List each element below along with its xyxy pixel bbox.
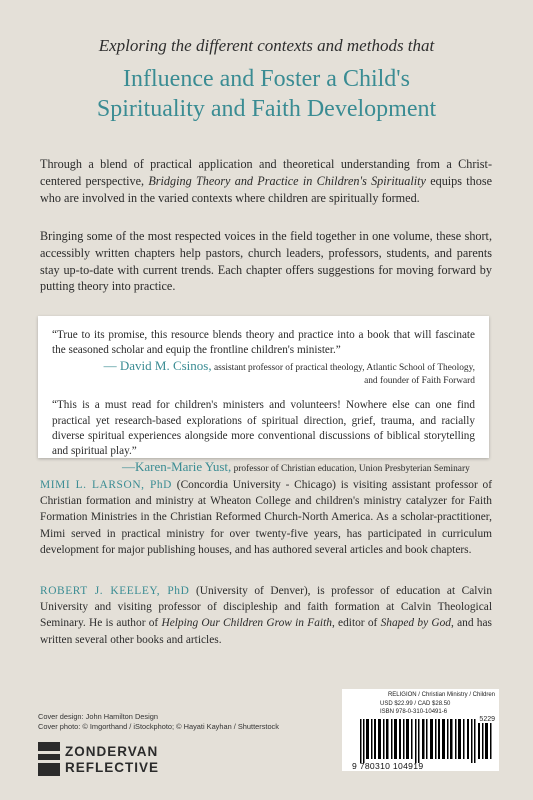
author-bio-text: , and has written several other books and articles. xyxy=(40,617,492,646)
description-paragraph-2: Bringing some of the most respected voices in the field together in one volume, these short, accessibly written chapters help pastors, church leaders, professors, students, and parents stay up-to-date with current trends. Each chapter offers suggestions for moving forward by putting theory into practice. xyxy=(40,229,492,294)
description-text: Through a blend of practical application and theoretical understanding from a Christ-centered perspective, xyxy=(40,157,492,188)
book-title: Helping Our Children Grow in Faith xyxy=(161,617,332,630)
endorser-name: — David M. Csinos, xyxy=(103,358,212,374)
bisac-category: RELIGION / Christian Ministry / Children xyxy=(387,692,495,698)
author-bio-text: (Concordia University - Chicago) is visiting assistant professor of Christian formation and ministry at Wheaton College and children's ministry catalyzer for Faith Formation Ministries in the Christian Reformed Church-North America. As a scholar-practitioner, Mimi served in practical ministry for over twenty-five years, has participated in curriculum development for major publishing houses, and has authored several articles and book chapters. xyxy=(40,479,492,556)
endorsement-quote: “True to its promise, this resource blends theory and practice into a book that will fascinate the seasoned scholar and equip the frontline children's minister.” xyxy=(52,329,475,357)
author-degree: , PhD xyxy=(156,585,190,597)
headline xyxy=(0,64,533,124)
book-title: Shaped by God xyxy=(380,617,451,630)
endorser-name: —Karen-Marie Yust, xyxy=(122,459,232,475)
book-title: Bridging Theory and Practice in Children's Spirituality xyxy=(148,173,426,188)
tagline: Exploring the different contexts and methods that xyxy=(98,36,435,55)
publisher-imprint: REFLECTIVE xyxy=(65,759,160,775)
author-bio-keeley xyxy=(40,583,492,648)
author-degree: , PhD xyxy=(141,479,173,491)
price-addon-code: 5229 xyxy=(479,716,495,723)
endorser-role: and founder of Faith Forward xyxy=(364,376,475,387)
cover-photo-credit: Cover photo: © Imgorthand / iStockphoto; © Hayati Kayhan / Shutterstock xyxy=(38,721,279,731)
isbn-digits: 9 780310 104919 xyxy=(352,761,424,771)
isbn: ISBN 978-0-310-10491-6 xyxy=(380,709,448,715)
author-bio-text: , editor of xyxy=(331,617,381,630)
description-paragraph-1 xyxy=(40,156,492,206)
headline-line-1: Influence and Foster a Child's xyxy=(123,66,410,92)
cover-credits xyxy=(38,712,279,731)
author-name: ROBERT J. KEELEY xyxy=(40,585,157,597)
author-bio-larson xyxy=(40,477,492,558)
publisher-name: ZONDERVAN xyxy=(65,744,159,759)
endorsement-attribution xyxy=(52,460,475,476)
endorser-role: professor of Christian education, Union Presbyterian Seminary xyxy=(233,464,470,475)
endorsement-attribution xyxy=(52,359,475,388)
barcode-panel xyxy=(342,689,499,771)
author-bio-text: (University of Denver), is professor of education at Calvin University and visiting professor of discipleship and faith formation at Calvin Theological Seminary. He is author of xyxy=(40,585,493,630)
endorsements-box xyxy=(38,316,489,475)
author-name: MIMI L. LARSON xyxy=(40,479,142,491)
endorser-role: assistant professor of practical theology, Atlantic School of Theology, xyxy=(213,363,475,374)
barcode-icon xyxy=(360,719,492,763)
endorsement-quote: “This is a must read for children's ministers and volunteers! Nowhere else can one find practical yet research-based explorations of spiritual direction, grief, trauma, and racially diverse spiritual experiences alongside more conventional discussions of biblical storytelling and spiritual play.” xyxy=(52,399,475,458)
zondervan-logo-icon xyxy=(38,742,60,776)
cover-design-credit: Cover design: John Hamilton Design xyxy=(38,712,158,721)
headline-line-2: Spirituality and Faith Development xyxy=(96,96,437,122)
price: USD $22.99 / CAD $28.50 xyxy=(380,701,451,707)
description-text: equips those who are involved in the varied contexts where children are spiritually formed. xyxy=(40,173,492,205)
